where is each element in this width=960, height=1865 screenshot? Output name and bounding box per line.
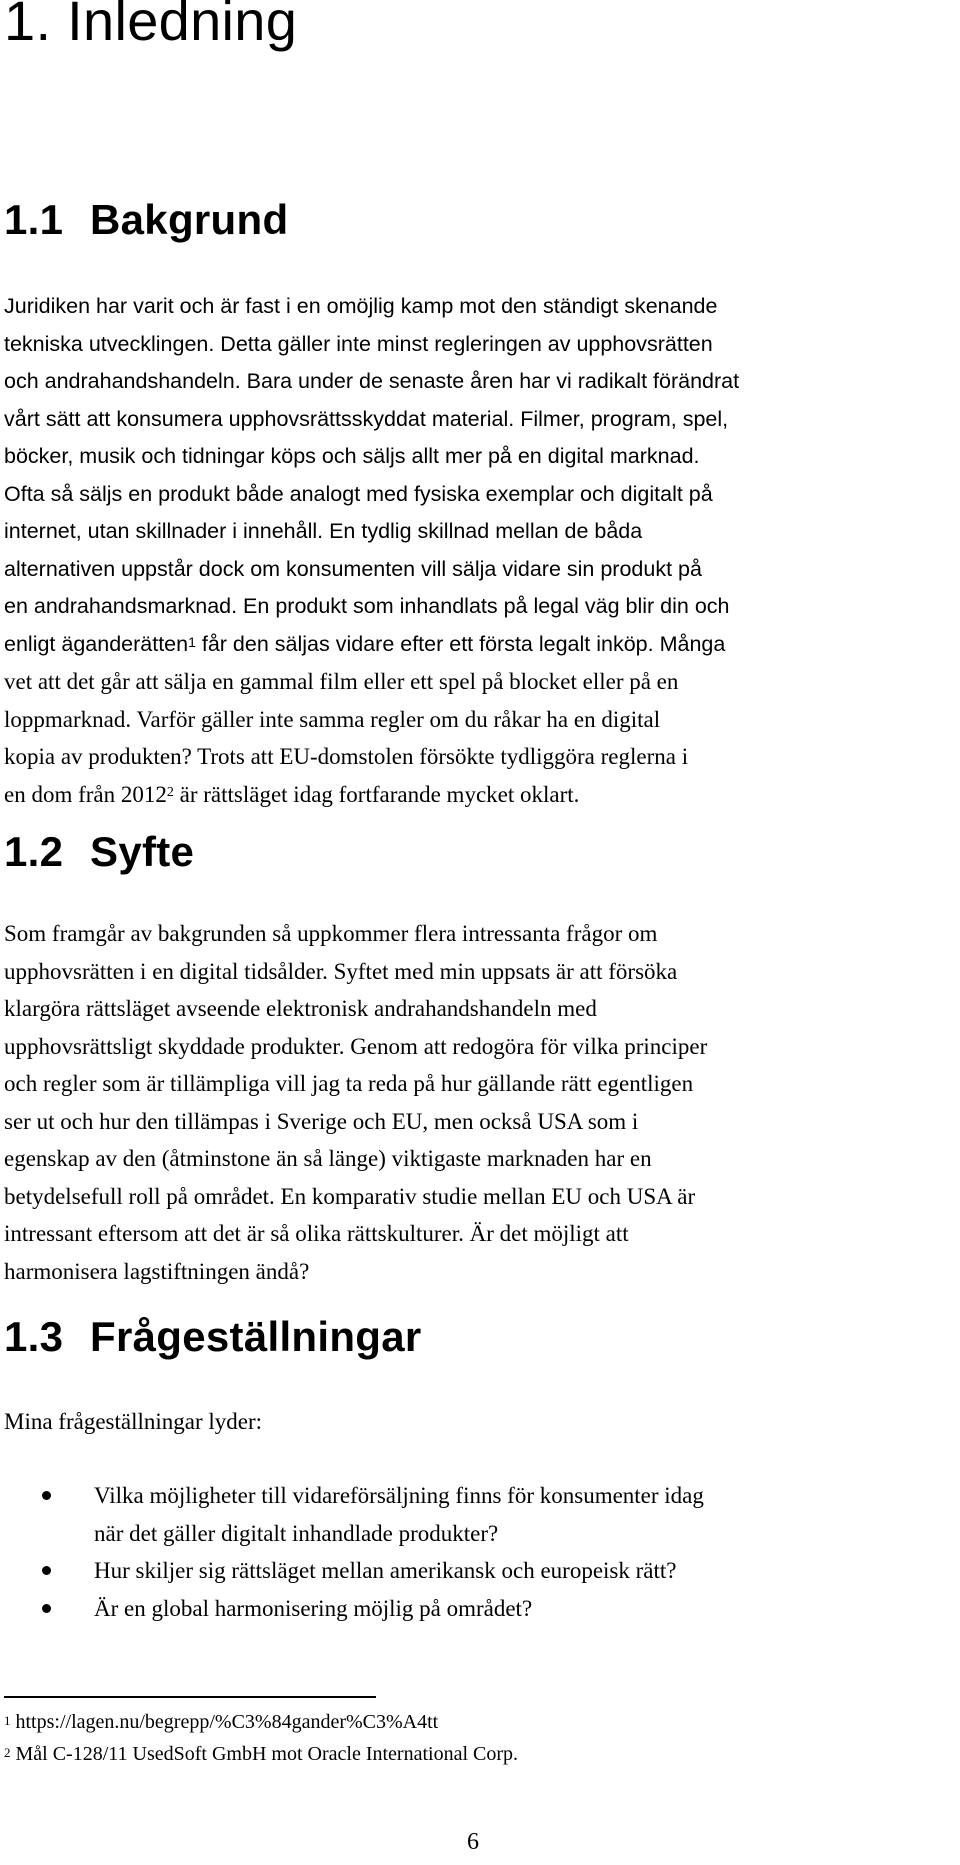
section-title: Bakgrund [90,196,289,243]
footnote-ref-1[interactable]: 1 [188,633,196,650]
footnotes [4,1706,518,1770]
text-line: Hur skiljer sig rättsläget mellan amerikansk och europeisk rätt? [94,1558,677,1583]
chapter-title: 1. Inledning [4,0,298,52]
text-line: Är en global harmonisering möjlig på området? [94,1595,533,1621]
list-item [0,1477,704,1552]
bakgrund-paragraph [4,288,954,813]
text-line: och regler som är tillämpliga vill jag ta reda på hur gällande rätt egentligen [4,1071,694,1096]
section-title: Frågeställningar [90,1313,422,1360]
footnote-link[interactable]: https://lagen.nu/begrepp/%C3%84gander%C3%A4tt [10,1711,439,1733]
list-item [0,1552,704,1590]
section-number: 1.2 [4,828,64,875]
text-line: alternativen uppstår dock om konsumenten vill sälja vidare sin produkt på [4,556,702,581]
text-line: när det gäller digitalt inhandlade produkter? [94,1520,499,1546]
footnote-separator [4,1696,376,1698]
footnote-2 [4,1738,518,1770]
text-line: kopia av produkten? Trots att EU-domstolen försökte tydliggöra reglerna i [4,744,689,769]
list-item [0,1590,704,1628]
text-line: Juridiken har varit och är fast i en omöjlig kamp mot den ständigt skenande [4,294,718,318]
text-fragment: en dom från 2012 [4,781,167,807]
footnote-text: Mål C-128/11 UsedSoft GmbH mot Oracle International Corp. [10,1743,518,1765]
text-line: egenskap av den (åtminstone än så länge) viktigaste marknaden har en [4,1146,652,1171]
text-line: internet, utan skillnader i innehåll. En tydlig skillnad mellan de båda [4,519,643,543]
footnote-number: 1 [4,1713,11,1728]
text-line [4,776,954,814]
text-line: tekniska utvecklingen. Detta gäller inte minst regleringen av upphovsrätten [4,331,713,356]
text-line: loppmarknad. Varför gäller inte samma regler om du råkar ha en digital [4,706,661,732]
bullet-icon [42,1566,51,1575]
syfte-paragraph [4,915,954,1290]
section-heading-fragestallningar [4,1313,422,1361]
text-line: harmonisera lagstiftningen ändå? [4,1258,310,1284]
text-line [4,626,954,664]
text-fragment: får den säljas vidare efter ett första legalt inköp. Många [195,631,726,656]
text-line: och andrahandshandeln. Bara under de senaste åren har vi radikalt förändrat [4,369,740,393]
section-number: 1.1 [4,196,64,243]
bullet-icon [42,1604,51,1613]
text-line: vårt sätt att konsumera upphovsrättsskyddat material. Filmer, program, spel, [4,406,729,431]
text-line: klargöra rättsläget avseende elektronisk andrahandshandeln med [4,996,597,1021]
text-line: en andrahandsmarknad. En produkt som inhandlats på legal väg blir din och [4,594,730,618]
page-number: 6 [467,1829,479,1855]
text-line: Ofta så säljs en produkt både analogt med fysiska exemplar och digitalt på [4,481,713,506]
fragestallningar-intro [4,1403,954,1441]
text-line: böcker, musik och tidningar köps och säljs allt mer på en digital marknad. [4,444,700,468]
text-line: ser ut och hur den tillämpas i Sverige och EU, men också USA som i [4,1108,639,1134]
section-heading-bakgrund [4,196,288,244]
text-line: Som framgår av bakgrunden så uppkommer flera intressanta frågor om [4,921,658,946]
text-line: upphovsrättsligt skyddade produkter. Genom att redogöra för vilka principer [4,1033,708,1059]
text-line: vet att det går att sälja en gammal film eller ett spel på blocket eller på en [4,669,679,694]
text-fragment: enligt äganderätten [4,631,189,656]
text-line: intressant eftersom att det är så olika rättskulturer. Är det möjligt att [4,1221,629,1246]
text-line: Vilka möjligheter till vidareförsäljning finns för konsumenter idag [94,1483,704,1508]
footnote-number: 2 [4,1745,11,1760]
text-line: Mina frågeställningar lyder: [4,1409,263,1434]
bullet-icon [42,1491,51,1500]
footnote-ref-2[interactable]: 2 [166,784,174,800]
section-heading-syfte [4,828,194,876]
text-line: betydelsefull roll på området. En komparativ studie mellan EU och USA är [4,1183,696,1209]
text-fragment: är rättsläget idag fortfarande mycket oklart. [173,781,580,807]
question-list [0,1477,704,1627]
footnote-1 [4,1706,518,1738]
text-line: upphovsrätten i en digital tidsålder. Syftet med min uppsats är att försöka [4,958,678,984]
section-title: Syfte [90,828,195,875]
section-number: 1.3 [4,1313,64,1360]
